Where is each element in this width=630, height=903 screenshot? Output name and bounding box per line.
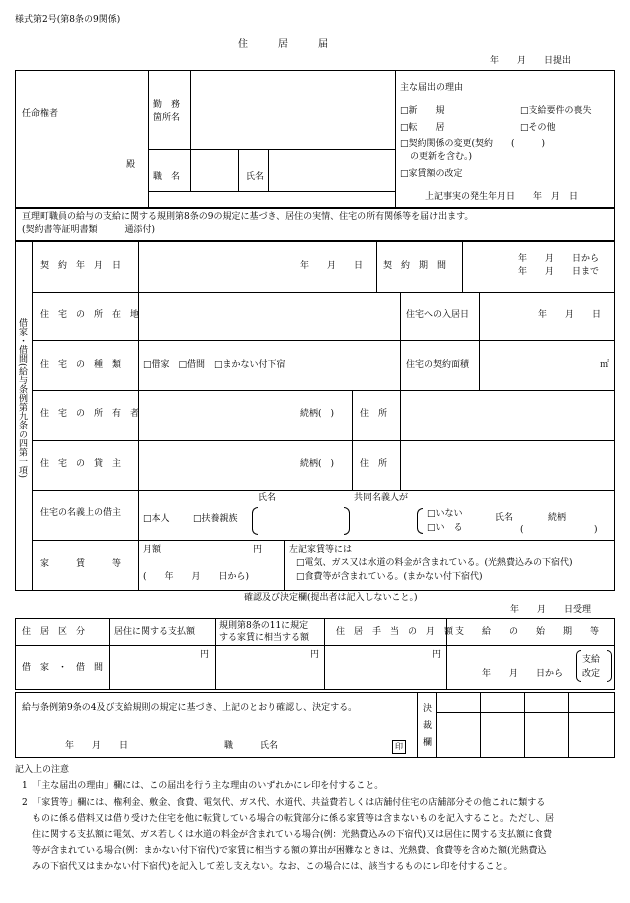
allowance-yen: 円: [432, 650, 442, 660]
note-1: 1 「主な届出の理由」欄には、この届出を行う主な理由のいずれかにレ印を付すること。: [22, 781, 384, 791]
right-brace: [344, 507, 350, 535]
note-2-line-2: ものに係る借料又は借り受けた住宅を他に転貸している場合の転貸部分に係る家賃等は含まないものを記入すること。ただし、居: [32, 814, 555, 824]
dependent-option[interactable]: □扶養親族: [193, 514, 238, 524]
declaration-text: 亘理町職員の給与の支給に関する規則第8条の9の規定に基づき、居住の実情、住宅の所有関係等を届け出ます。: [22, 212, 474, 222]
owner-relation: 続柄( ): [300, 409, 335, 419]
col-rule-2: する家賃に相当する額: [219, 633, 310, 643]
self-option[interactable]: □本人: [143, 514, 170, 524]
reason-occurrence-date: 上記事実の発生年月日 年 月 日: [425, 192, 579, 202]
start-pay: 支給: [582, 655, 601, 665]
location-label: 住 宅 の 所 在 地: [40, 310, 140, 320]
reason-loss[interactable]: □支給要件の喪失: [520, 106, 592, 116]
note-2-line-1: 2 「家賃等」欄には、権利金、敷金、食費、電気代、ガス代、水道代、共益費若しくは店舗付住宅の店舗部分その他これに類する: [22, 798, 546, 808]
exists-option[interactable]: □い る: [427, 523, 463, 533]
reason-rent-revision[interactable]: □家賃額の改定: [400, 169, 463, 179]
co-relation-label: 続柄: [548, 513, 567, 523]
nominal-name-label: 氏名: [258, 493, 277, 503]
co-nominee-label: 共同名義人が: [354, 493, 409, 503]
lender-label: 住 宅 の 貸 主: [40, 459, 122, 469]
co-nominee-brace: [417, 508, 423, 534]
name-label: 氏名: [246, 172, 265, 182]
area-label: 住宅の契約面積: [406, 360, 470, 370]
decision-header: 確認及び決定欄(提出者は記入しないこと。): [244, 593, 418, 603]
type-options[interactable]: □借家 □借間 □まかない付下宿: [143, 360, 286, 370]
position-label: 職 名: [153, 172, 181, 182]
reason-contract-change-2: の更新を含む。): [410, 152, 473, 162]
start-date: 年 月 日から: [482, 669, 564, 679]
payment-yen: 円: [200, 650, 210, 660]
lender-relation: 続柄( ): [300, 459, 335, 469]
note-2-line-3: 住に関する支払額に電気、ガス若しくは水道の料金が含まれている場合(例：光熱費込みの下宿代)又は居住に関する支払額に食費: [32, 830, 553, 840]
note-2-line-4: 等が含まれている場合(例：まかない付下宿代)で家賃に相当する額の算出が困難なときは、光熱費、食費等を含めた額(光熱費込: [32, 846, 547, 856]
appointer-label: 任命権者: [22, 109, 59, 119]
dono-label: 殿: [126, 160, 136, 170]
reason-other[interactable]: □その他: [520, 123, 556, 133]
declaration-attachments: (契約書等証明書類 通添付): [22, 225, 156, 235]
col-category: 住 居 区 分: [22, 627, 86, 637]
workplace-label-2: 箇所名: [153, 113, 181, 123]
reason-transfer[interactable]: □転 居: [400, 123, 445, 133]
document-page: 様式第2号(第8条の9関係) 住 居 届 年 月 日提出 任命権者 勤 務 箇所名 殿 職 名 氏名 主な届出の理由 □新 規 □支給要件の喪失 □転 居 □その他 □契約関係の変更(契約 ( ) の更新を含む。) □家賃額の改定 上記事実の発生年月日 年 月 日 亘理町職員の給与の支給に関する規則第8条の9の規定に基づき、居住の実情、住宅の所有関係等を届け出ます。 (契約書等証明書類 通添付) 借家・借間(給与条例第九条の四第一項) 契 約 年 月 日 年 月 日 契 約 期 間 年 月 日から 年 月 日まで 住 宅 の 所 在 地 住宅への入居日 年 月 日 住 宅 の 種 類 □借家 □借間 □まかない付下宿 住宅の契約面積 ㎡ 住 宅 の 所 有 者 続柄( ) 住 所 住 宅 の 貸 主 続柄( ) 住 所 住宅の名義上の借主 氏名 共同名義人が □本人 □扶養親族 □いない □い る 氏名 続柄 ( ) 家 賃 等 月額 円 ( 年 月 日から) 左記家賃等には □電気、ガス又は水道の料金が含まれている。(光熱費込みの下宿代) □食費等が含まれている。(まかない付下宿代) 確認及び決定欄(提出者は記入しないこと。) 年 月 日受理 住 居 区 分 居住に関する支払額 規則第8条の11に規定 する家賃に相当する額 住 居 手 当 の 月 額 支 給 の 始 期 等 借 家 ・ 借 間 円 円 円 年 月 日から 支給 改定 給与条例第9条の4及び支給規則の規定に基づき、上記のとおり確認し、決定する。 年 月 日 職 氏名 印 決裁欄 記入上の注意 1 「主な届出の理由」欄には、この届出を行う主な理由のいずれかにレ印を付すること。 2 「家賃等」欄には、権利金、敷金、食費、電気代、ガス代、水道代、共益費若しくは店舗付住宅の店舗部分その他これに類する ものに係る借料又は借り受けた住宅を他に転貸している場合の転貸部分に係る家賃等は含まないものを記入すること。ただし、居 住に関する支払額に電気、ガス若しくは水道の料金が含まれている場合(例：光熱費込みの下宿代)又は居住に関する支払額に食費 等が含まれている場合(例：まかない付下宿代)で家賃に相当する額の算出が困難なときは、光熱費、食費等を含めた額(光熱費込 みの下宿代又はまかない付下宿代)を記入して差し支えない。なお、この場合には、該当するものにレ印を付すること。: [0, 0, 630, 903]
contract-date-label: 契 約 年 月 日: [40, 261, 122, 271]
workplace-label: 勤 務: [153, 100, 181, 110]
received-date: 年 月 日受理: [510, 605, 592, 615]
col-payment: 居住に関する支払額: [114, 627, 196, 637]
submit-date: 年 月 日提出: [490, 56, 572, 66]
left-brace: [252, 507, 258, 535]
decision-label: 決裁欄: [421, 703, 431, 754]
owner-address-label: 住 所: [360, 409, 388, 419]
start-brace-left: [576, 650, 581, 682]
type-label: 住 宅 の 種 類: [40, 360, 122, 370]
none-option[interactable]: □いない: [427, 509, 463, 519]
lender-address-label: 住 所: [360, 459, 388, 469]
reason-heading: 主な届出の理由: [400, 83, 464, 93]
form-number: 様式第2号(第8条の9関係): [15, 15, 121, 25]
monthly-yen: 円: [253, 545, 263, 555]
contract-period-to: 年 月 日まで: [518, 267, 600, 277]
utilities-option[interactable]: □電気、ガス又は水道の料金が含まれている。(光熱費込みの下宿代): [296, 558, 573, 568]
meals-option[interactable]: □食費等が含まれている。(まかない付下宿代): [296, 572, 483, 582]
confirmation-date: 年 月 日: [65, 741, 129, 751]
movein-value: 年 月 日: [538, 310, 602, 320]
rental-side-label: 借家・借間(給与条例第九条の四第一項): [17, 318, 27, 479]
form-title: 住 居 届: [238, 39, 328, 50]
contract-date-value: 年 月 日: [300, 261, 364, 271]
start-revise: 改定: [582, 669, 601, 679]
col-allowance: 住 居 手 当 の 月 額: [336, 627, 454, 637]
row-label: 借 家 ・ 借 間: [22, 663, 104, 673]
note-2-line-5: みの下宿代又はまかない付下宿代)を記入して差し支えない。なお、この場合には、該当するものにレ印を付すること。: [32, 862, 513, 872]
movein-label: 住宅への入居日: [406, 310, 470, 320]
owner-label: 住 宅 の 所 有 者: [40, 409, 140, 419]
contract-period-from: 年 月 日から: [518, 254, 600, 264]
confirmation-text: 給与条例第9条の4及び支給規則の規定に基づき、上記のとおり確認し、決定する。: [22, 703, 358, 713]
monthly-label: 月額: [143, 545, 162, 555]
col-start: 支 給 の 始 期 等: [455, 627, 600, 637]
col-rule-1: 規則第8条の11に規定: [219, 621, 309, 631]
contract-period-label: 契 約 期 間: [383, 261, 447, 271]
included-label: 左記家賃等には: [289, 545, 353, 555]
rent-label: 家 賃 等: [40, 559, 122, 569]
reason-contract-change[interactable]: □契約関係の変更(契約 ( ): [400, 139, 546, 149]
co-name-label: 氏名: [495, 513, 514, 523]
area-unit: ㎡: [600, 360, 610, 370]
rule-yen: 円: [310, 650, 320, 660]
seal-icon: 印: [392, 740, 406, 754]
notes-heading: 記入上の注意: [15, 765, 70, 775]
nominal-label: 住宅の名義上の借主: [40, 508, 122, 518]
confirmation-title: 職 氏名: [224, 741, 279, 751]
reason-new[interactable]: □新 規: [400, 106, 445, 116]
start-brace-right: [607, 650, 612, 682]
rent-from: ( 年 月 日から): [143, 572, 250, 582]
